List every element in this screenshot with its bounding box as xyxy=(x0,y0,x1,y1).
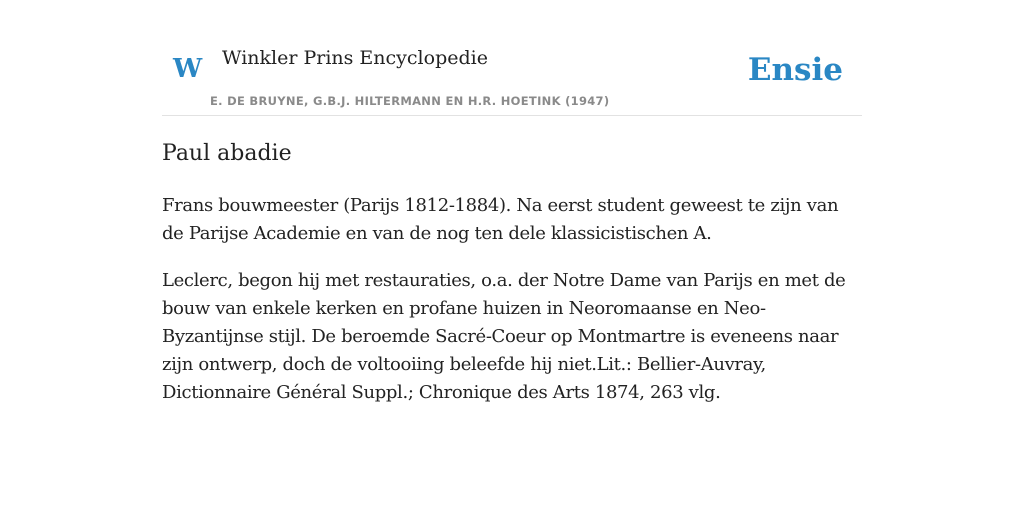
source-header xyxy=(162,0,862,116)
article-title: Paul abadie xyxy=(162,141,292,166)
source-authors: E. DE BRUYNE, G.B.J. HILTERMANN EN H.R. HOETINK (1947) xyxy=(210,94,610,108)
article-paragraph: Frans bouwmeester (Parijs 1812-1884). Na eerst student geweest te zijn van de Parijse Academie en van de nog ten dele klassicistischen A. xyxy=(162,195,839,244)
source-logo[interactable]: W xyxy=(173,54,203,84)
source-title[interactable]: Winkler Prins Encyclopedie xyxy=(222,47,488,69)
article-body xyxy=(162,192,862,426)
brand-logo-link[interactable]: Ensie xyxy=(747,52,843,88)
article-paragraph: Leclerc, begon hij met restauraties, o.a. der Notre Dame van Parijs en met de bouw van enkele kerken en profane huizen in Neoromaanse en Neo-Byzantijnse stijl. De beroemde Sacré-Coeur op Montmartre is eveneens naar zijn ontwerp, doch de voltooiing beleefde hij niet.Lit.: Bellier-Auvray, Dictionnaire Général Suppl.; Chronique des Arts 1874, 263 vlg. xyxy=(162,270,846,403)
page-container xyxy=(162,0,862,403)
